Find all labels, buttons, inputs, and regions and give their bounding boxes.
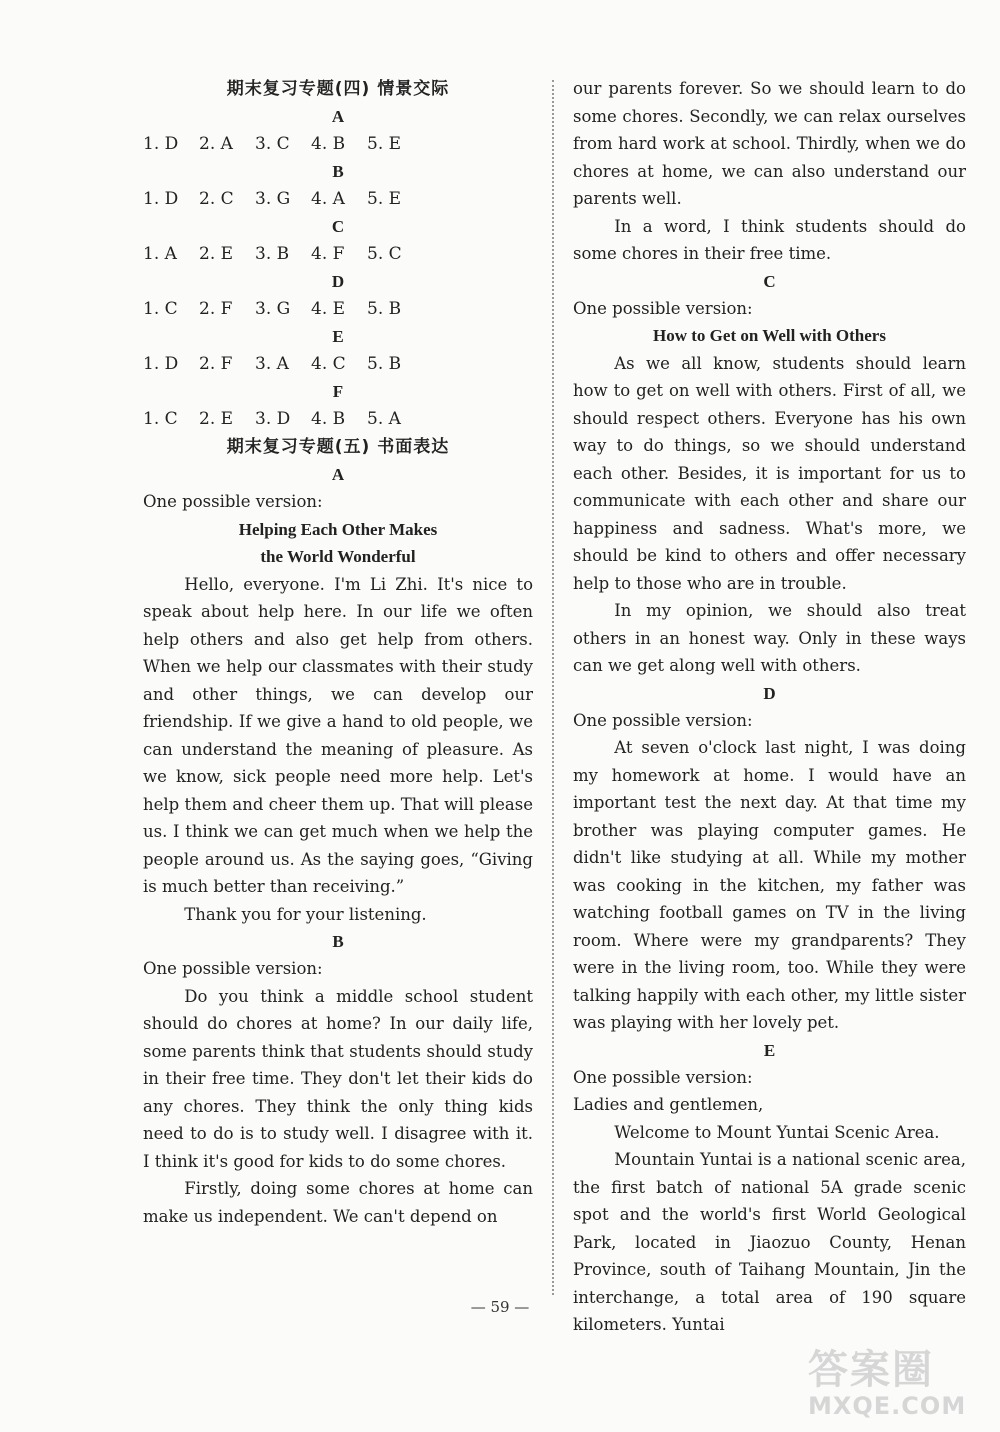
- essay-paragraph: Do you think a middle school student should do chores at home? In our daily life, some parents think that students should study in their free time. They don't let their kids do any chores. They think the only thing kids need to do is to study well. I disagree with it. I think it's good for kids to do some chores.: [143, 986, 533, 1171]
- answer-item: 1. C: [143, 299, 178, 319]
- answer-item: 4. E: [311, 299, 346, 319]
- essay-label-b: B: [332, 932, 344, 951]
- salutation: Ladies and gentlemen,: [573, 1095, 764, 1114]
- answer-item: 4. F: [311, 244, 345, 264]
- answer-item: 5. A: [367, 409, 401, 429]
- essay-paragraph: Mountain Yuntai is a national scenic area, the first batch of national 5A grade scenic spot and the world's first World Geological Park, located in Jiaozuo County, Henan Province, south of Taihang Mountain, Jin the interchange, a total area of 190 square kilometers. Yuntai: [573, 1150, 966, 1334]
- essay-label-e: E: [763, 1040, 776, 1060]
- version-label: One possible version:: [573, 710, 753, 730]
- answer-row: [143, 350, 533, 378]
- answer-item: 3. D: [255, 409, 291, 429]
- answer-group-label: F: [332, 382, 344, 401]
- answer-item: 4. B: [311, 134, 346, 154]
- answer-item: 3. G: [255, 299, 291, 319]
- answer-item: 1. C: [143, 409, 178, 429]
- answer-item: 4. B: [311, 409, 346, 429]
- essay-label-d: D: [763, 683, 776, 703]
- essay-label-a: A: [331, 465, 345, 484]
- answer-group-label: E: [332, 327, 344, 346]
- answer-item: 2. F: [199, 299, 233, 319]
- watermark-logo: [808, 1348, 993, 1428]
- answer-item: 2. C: [199, 189, 234, 209]
- right-column: [573, 75, 966, 1339]
- answer-item: 1. D: [143, 134, 179, 154]
- answer-item: 5. E: [367, 134, 402, 154]
- answer-row: [143, 185, 533, 213]
- version-label: One possible version:: [143, 959, 323, 978]
- answer-groups: [143, 103, 533, 433]
- essay-paragraph: Welcome to Mount Yuntai Scenic Area.: [614, 1122, 940, 1142]
- answer-item: 2. A: [199, 134, 233, 154]
- version-label: One possible version:: [573, 298, 753, 318]
- answer-item: 2. E: [199, 244, 234, 264]
- watermark-url: MXQE.COM: [808, 1392, 967, 1420]
- version-label: One possible version:: [143, 492, 323, 511]
- answer-item: 4. A: [311, 189, 345, 209]
- essay-paragraph: In my opinion, we should also treat others in an honest way. Only in these ways can we get along well with others.: [573, 601, 966, 675]
- answer-group-label: A: [331, 107, 345, 126]
- answer-item: 2. F: [199, 354, 233, 374]
- answer-row: [143, 295, 533, 323]
- section-heading-4: 期末复习专题(四) 情景交际: [226, 79, 450, 99]
- answer-item: 3. C: [255, 134, 290, 154]
- answer-item: 1. D: [143, 189, 179, 209]
- essay-paragraph: At seven o'clock last night, I was doing my homework at home. I would have an important test the next day. At that time my brother was playing computer games. He didn't like studying at all. While my mother was cooking in the kitchen, my father was watching football games on TV in the living room. Where were my grandparents? They were in the living room, too. While they were talking happily with each other, my little sister was playing with her lovely pet.: [573, 738, 966, 1032]
- answer-row: [143, 405, 533, 433]
- answer-item: 2. E: [199, 409, 234, 429]
- page-number: — 59 —: [470, 1298, 530, 1316]
- essay-paragraph: As we all know, students should learn how to get on well with others. First of all, we should respect others. Everyone has his own way to do things, so we should understand each other. Besides, it is important for us to communicate with each other and share our happiness and sadness. What's more, we should be kind to others and offer necessary help to those who are in trouble.: [573, 353, 966, 593]
- answer-group-label: C: [331, 217, 345, 236]
- essay-label-c: C: [763, 271, 776, 291]
- answer-group-label: D: [331, 272, 345, 291]
- answer-item: 5. B: [367, 354, 402, 374]
- answer-item: 5. E: [367, 189, 402, 209]
- essay-title-line-1: Helping Each Other Makes: [238, 519, 438, 539]
- essay-title-line-2: the World Wonderful: [260, 547, 416, 566]
- watermark-text: 答案圈: [808, 1347, 934, 1393]
- essay-paragraph: In a word, I think students should do some chores in their free time.: [573, 216, 966, 263]
- answer-item: 5. B: [367, 299, 402, 319]
- column-divider: [552, 80, 554, 1295]
- essay-title: How to Get on Well with Others: [653, 326, 886, 345]
- essay-paragraph: Firstly, doing some chores at home can make us independent. We can't depend on: [143, 1179, 533, 1226]
- answer-item: 3. A: [255, 354, 289, 374]
- answer-row: [143, 130, 533, 158]
- section-heading-5: 期末复习专题(五) 书面表达: [226, 437, 450, 457]
- answer-item: 1. A: [143, 244, 177, 264]
- answer-item: 4. C: [311, 354, 346, 374]
- answer-row: [143, 240, 533, 268]
- answer-group-label: B: [332, 162, 344, 181]
- version-label: One possible version:: [573, 1067, 753, 1087]
- answer-item: 3. G: [255, 189, 291, 209]
- essay-paragraph: Hello, everyone. I'm Li Zhi. It's nice to speak about help here. In our life we often help others and also get help from others. When we help our classmates with their study and other things, we can develop our friendship. If we give a hand to old people, we can understand the meaning of pleasure. As we know, sick people need more help. Let's help them and cheer them up. That will please us. I think we can get much when we help the people around us. As the saying goes, “Giving is much better than receiving.”: [143, 574, 533, 896]
- answer-item: 3. B: [255, 244, 290, 264]
- essay-paragraph-continued: our parents forever. So we should learn to do some chores. Secondly, we can relax ourselves from hard work at school. Thirdly, when we do chores at home, we can also understand our parents well.: [573, 79, 966, 208]
- essay-paragraph: Thank you for your listening.: [184, 904, 427, 924]
- left-column: [143, 75, 533, 1230]
- answer-item: 5. C: [367, 244, 402, 264]
- answer-item: 1. D: [143, 354, 179, 374]
